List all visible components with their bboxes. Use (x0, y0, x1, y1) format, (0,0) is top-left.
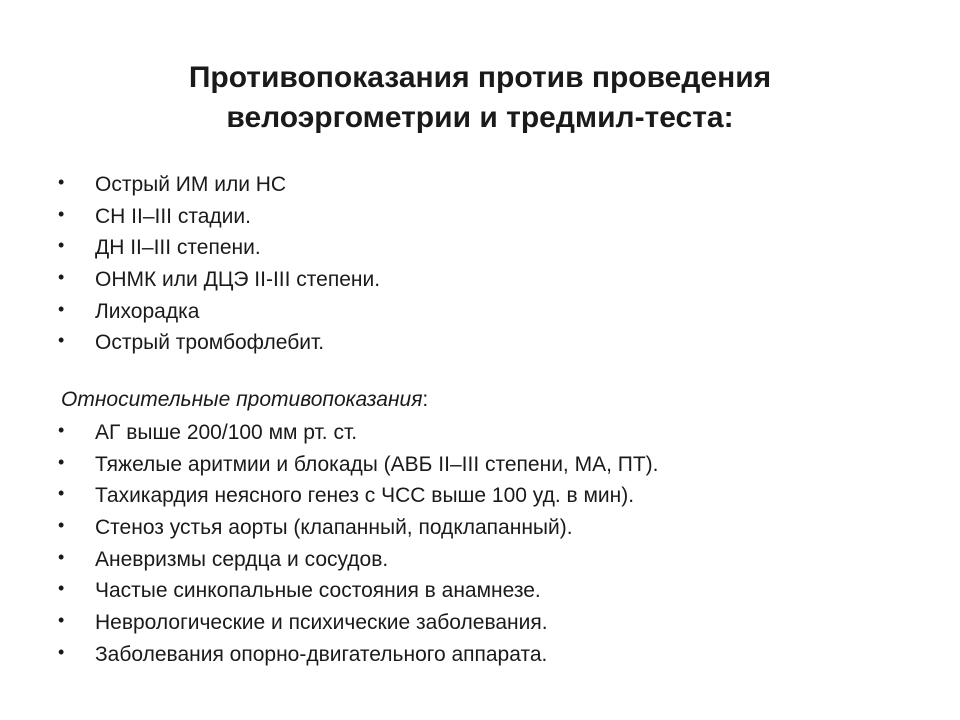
bullet-icon: • (58, 610, 65, 631)
bullet-icon: • (58, 546, 65, 567)
bullet-icon: • (58, 267, 65, 288)
bullet-icon: • (58, 451, 65, 472)
bullet-icon: • (58, 483, 65, 504)
list-item-text: Лихорадка (95, 299, 200, 323)
slide-title-line-2: велоэргометрии и тредмил-теста: (226, 101, 734, 134)
list-item-text: Стеноз устья аорты (клапанный, подклапанный). (95, 516, 573, 540)
list-item-text: Заболевания опорно-двигательного аппарата. (95, 642, 548, 666)
bullet-icon: • (58, 641, 65, 662)
bullet-icon: • (58, 172, 65, 192)
slide-title-line-1: Противопоказания против проведения (188, 61, 772, 94)
list-item (58, 232, 380, 264)
list-item-text: АГ выше 200/100 мм рт. ст. (95, 421, 358, 444)
list-item (58, 169, 380, 201)
list-item-text: СН II–III стадии. (95, 204, 251, 228)
list-item-text: ДН II–III степени. (95, 236, 261, 260)
list-item-text: Острый тромбофлебит. (95, 331, 325, 355)
list-item-text: Тяжелые аритмии и блокады (АВБ II–III степени, МА, ПТ). (95, 452, 659, 476)
list-item (58, 417, 659, 449)
bullet-icon: • (58, 578, 65, 599)
list-item-text: Частые синкопальные состояния в анамнезе. (95, 579, 541, 603)
contraindications-list (58, 169, 380, 359)
list-item (58, 327, 380, 359)
list-item (58, 201, 380, 233)
list-item-text: ОНМК или ДЦЭ II-III степени. (95, 268, 381, 292)
bullet-icon: • (58, 298, 65, 319)
relative-heading-colon: : (422, 388, 429, 411)
bullet-icon: • (58, 515, 65, 536)
bullet-icon: • (58, 420, 65, 440)
list-item (58, 544, 659, 576)
list-item (58, 512, 659, 544)
list-item-text: Острый ИМ или НС (95, 173, 287, 196)
slide-title (0, 58, 960, 138)
bullet-icon: • (58, 330, 65, 351)
list-item (58, 449, 659, 481)
list-item (58, 607, 659, 639)
list-item-text: Неврологические и психические заболевания. (95, 611, 548, 635)
relative-contraindications-heading (61, 384, 428, 415)
bullet-icon: • (58, 235, 65, 256)
list-item (58, 296, 380, 328)
bullet-icon: • (58, 203, 65, 224)
list-item (58, 639, 659, 671)
relative-heading-text: Относительные противопоказания (61, 388, 423, 411)
list-item (58, 264, 380, 296)
relative-contraindications-list (58, 417, 659, 671)
list-item-text: Тахикардия неясного генез с ЧСС выше 100 уд. в мин). (95, 484, 635, 508)
list-item-text: Аневризмы сердца и сосудов. (95, 547, 389, 571)
list-item (58, 575, 659, 607)
list-item (58, 480, 659, 512)
